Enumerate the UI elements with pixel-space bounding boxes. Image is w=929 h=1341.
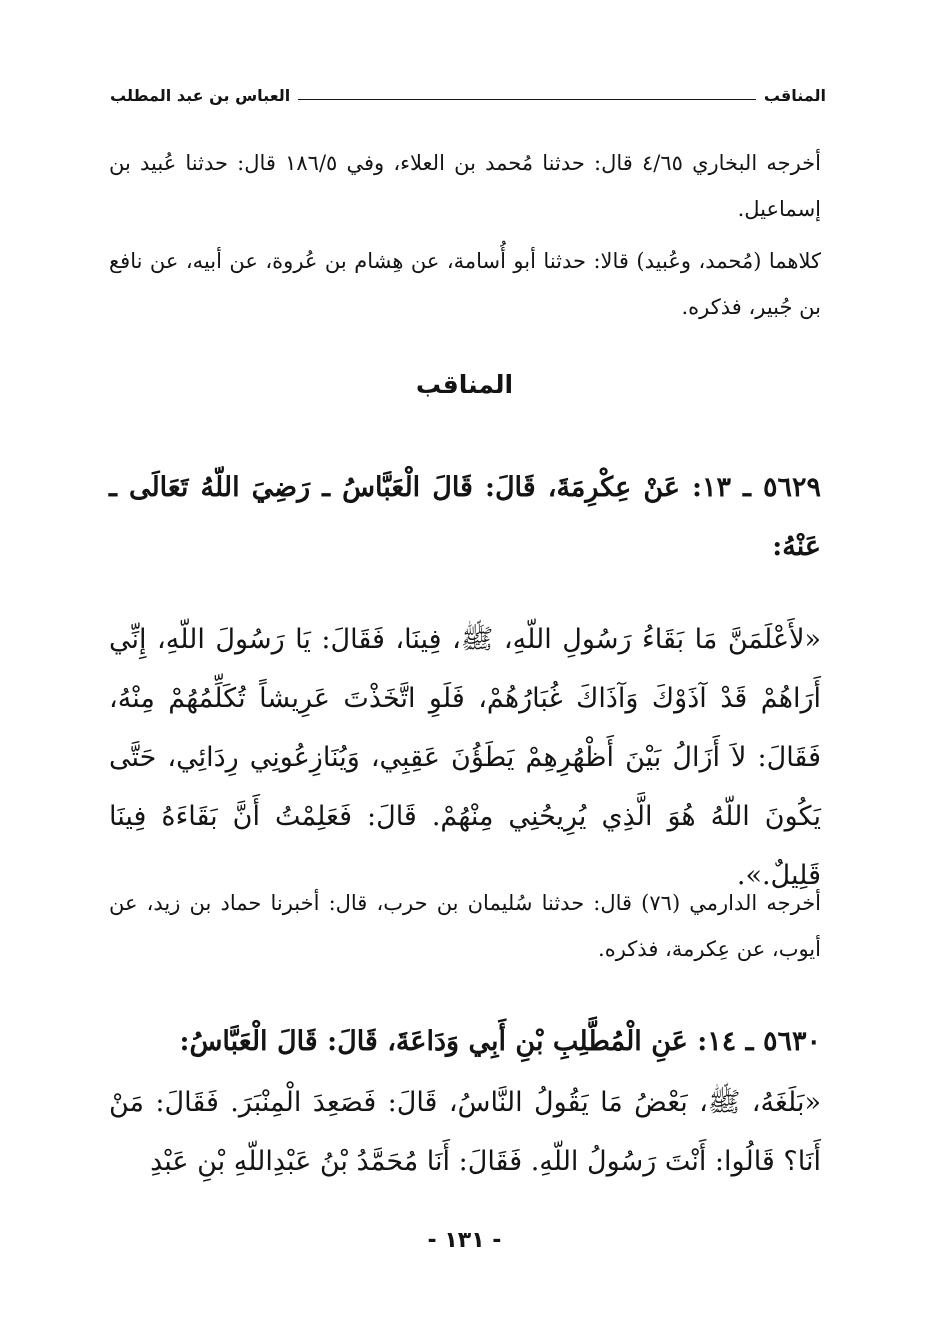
- hadith-heading: ٥٦٣٠ ـ ١٤: عَنِ الْمُطَّلِبِ بْنِ أَبِي وَدَاعَةَ، قَالَ: قَالَ الْعَبَّاسُ:: [179, 1026, 821, 1057]
- hadith-text: «لأَعْلَمَنَّ مَا بَقَاءُ رَسُولِ اللّهِ، ﷺ، فِينَا، فَقَالَ: يَا رَسُولَ اللّهِ، إِنِّي أَرَاهُمْ قَدْ آذَوْكَ وَآذَاكَ غُبَارُهُمْ، فَلَوِ اتَّخَذْتَ عَرِيشاً تُكَلِّمُهُمْ مِنْهُ، فَقَالَ: لاَ أَزَالُ بَيْنَ أَظْهُرِهِمْ يَطَؤُنَ عَقِبِي، وَيُنَازِعُونِي رِدَائِي، حَتَّى يَكُونَ اللّهُ هُوَ الَّذِي يُرِيحُنِي مِنْهُمْ. قَالَ: فَعَلِمْتُ أَنَّ بَقَاءَهُ فِينَا قَلِيلٌ.».: [109, 624, 821, 891]
- footnote-paragraph: أخرجه البخاري ٤/٦٥ قال: حدثنا مُحمد بن العلاء، وفي ١٨٦/٥ قال: حدثنا عُبيد بن إسماعيل.: [109, 151, 821, 221]
- hadith-5629: [109, 458, 821, 905]
- header-section-title: العباس بن عبد المطلب: [110, 86, 291, 105]
- page-number: - ١٣١ -: [427, 1228, 502, 1253]
- running-header: [110, 84, 826, 108]
- header-chapter-title: المناقب: [763, 86, 826, 105]
- footnote-paragraph: كلاهما (مُحمد، وعُبيد) قالا: حدثنا أبو أُسامة، عن هِشام بن عُروة، عن أبيه، عن نافع بن جُبير، فذكره.: [109, 249, 821, 319]
- hadith-text: «بَلَغَهُ، ﷺ، بَعْضُ مَا يَقُولُ النَّاسُ، قَالَ: فَصَعِدَ الْمِنْبَرَ. فَقَالَ: مَنْ أَنَا؟ قَالُوا: أَنْتَ رَسُولُ اللّهِ. فَقَالَ: أَنَا مُحَمَّدُ بْنُ عَبْدِاللّهِ بْنِ عَبْدِ: [109, 1087, 821, 1177]
- hadith-heading: ٥٦٢٩ ـ ١٣: عَنْ عِكْرِمَةَ، قَالَ: قَالَ الْعَبَّاسُ ـ رَضِيَ اللّهُ تَعَالَى ـ عَنْهُ:: [109, 472, 822, 562]
- hadith-5630: [109, 1012, 821, 1191]
- footnote-bukhari: [109, 140, 821, 330]
- footnote-darimi: [109, 880, 821, 972]
- footnote-paragraph: أخرجه الدارمي (٧٦) قال: حدثنا سُليمان بن حرب، قال: أخبرنا حماد بن زيد، عن أيوب، عن عِكرمة، فذكره.: [109, 891, 822, 961]
- header-rule: [298, 99, 756, 100]
- section-title: المناقب: [415, 370, 514, 399]
